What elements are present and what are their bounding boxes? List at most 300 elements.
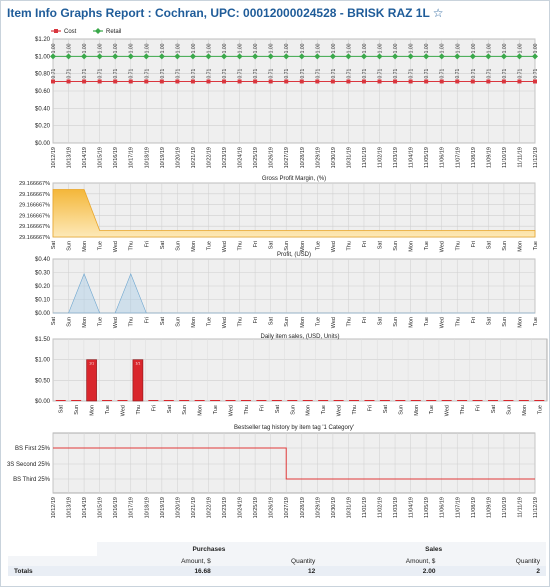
- data-label-retail: 1.00: [533, 43, 539, 54]
- y-tick-label: 3S Second 25%: [6, 462, 50, 468]
- data-point-cost: [517, 79, 521, 83]
- x-tick-label: 11/03/19: [393, 497, 400, 519]
- y-tick-label: 29.166667%: [19, 181, 50, 187]
- x-tick-label: Sat: [159, 317, 166, 326]
- x-tick-label: 10/12/19: [51, 497, 57, 519]
- data-point-cost: [253, 79, 257, 83]
- plot-area: [53, 433, 535, 493]
- sales-bar: [457, 400, 467, 401]
- x-tick-label: Wed: [330, 317, 337, 329]
- data-label-retail: 1.00: [377, 43, 384, 54]
- profit-chart: [1, 253, 550, 333]
- y-tick-label: $0.40: [34, 106, 50, 113]
- sales-bar: [241, 400, 251, 401]
- x-tick-label: Fri: [144, 317, 151, 324]
- data-label-cost: 0.71: [190, 68, 197, 79]
- x-tick-label: Tue: [537, 405, 544, 415]
- x-tick-label: Sat: [490, 405, 497, 414]
- data-label-cost: 0.71: [299, 68, 306, 79]
- x-tick-label: Tue: [533, 317, 539, 327]
- data-label-cost: 0.71: [222, 68, 229, 79]
- x-tick-label: 10/14/19: [82, 147, 89, 169]
- x-tick-label: Thu: [237, 317, 244, 327]
- sales-bar: [334, 400, 344, 401]
- x-tick-label: Tue: [206, 317, 213, 327]
- data-label-cost: 0.71: [517, 68, 524, 79]
- x-tick-label: 10/28/19: [299, 147, 306, 169]
- x-tick-label: Mon: [190, 241, 197, 252]
- x-tick-label: Mon: [299, 317, 306, 328]
- x-tick-label: Sat: [268, 241, 275, 250]
- data-label-cost: 0.71: [128, 68, 135, 79]
- chart-title: Daily item sales, (USD, Units): [260, 334, 340, 340]
- x-tick-label: Sat: [377, 317, 384, 326]
- y-tick-label: 29.166667%: [19, 213, 50, 220]
- x-tick-label: 10/28/19: [299, 497, 306, 519]
- x-tick-label: 11/12/19: [533, 147, 539, 169]
- x-tick-label: Thu: [346, 241, 353, 251]
- data-label-cost: 0.71: [253, 68, 260, 79]
- x-tick-label: 11/12/19: [533, 497, 539, 519]
- x-tick-label: 11/03/19: [393, 147, 400, 169]
- data-label-cost: 0.71: [206, 68, 213, 79]
- x-tick-label: Sun: [393, 241, 400, 251]
- x-tick-label: 11/06/19: [439, 147, 446, 169]
- x-tick-label: Wed: [439, 317, 446, 329]
- x-tick-label: 11/04/19: [408, 147, 415, 169]
- x-tick-label: 11/01/19: [361, 147, 368, 169]
- x-tick-label: Fri: [253, 241, 260, 248]
- x-tick-label: 10/16/19: [113, 147, 120, 169]
- data-point-cost: [533, 79, 537, 83]
- sales-bar: [148, 400, 158, 401]
- y-tick-label: $1.20: [34, 37, 50, 43]
- x-tick-label: 10/31/19: [346, 497, 353, 519]
- data-label-retail: 1.00: [159, 43, 166, 54]
- data-label-cost: 0.71: [237, 68, 244, 79]
- x-tick-label: Fri: [361, 241, 368, 248]
- data-label-retail: 1.00: [222, 43, 229, 54]
- y-tick-label: $0.80: [34, 71, 50, 78]
- y-tick-label: $1.00: [34, 54, 50, 61]
- data-label-retail: 1.00: [113, 43, 120, 54]
- y-tick-label: BS First 25%: [14, 446, 50, 452]
- x-tick-label: Tue: [429, 405, 436, 415]
- x-tick-label: Wed: [330, 241, 337, 253]
- sales-bar: [210, 400, 220, 401]
- x-tick-label: 11/10/19: [501, 146, 508, 169]
- sales-bar: [117, 400, 127, 401]
- data-label-cost: 0.71: [455, 68, 462, 79]
- x-tick-label: Sun: [284, 241, 291, 251]
- data-point-cost: [98, 79, 102, 83]
- sales-bar: [411, 400, 421, 401]
- x-tick-label: Mon: [305, 405, 312, 416]
- data-label-cost: 0.71: [408, 68, 415, 79]
- x-tick-label: Tue: [321, 405, 328, 415]
- y-tick-label: $0.10: [34, 297, 50, 304]
- x-tick-label: Mon: [197, 405, 204, 416]
- x-tick-label: 10/23/19: [222, 147, 229, 169]
- sales-bar: [364, 400, 374, 401]
- data-point-cost: [191, 79, 195, 83]
- data-point-cost: [129, 79, 133, 83]
- x-tick-label: Wed: [444, 405, 451, 417]
- data-label-retail: 1.00: [346, 43, 353, 54]
- data-label-retail: 1.00: [128, 43, 135, 54]
- data-point-cost: [331, 79, 335, 83]
- x-tick-label: Tue: [213, 405, 220, 415]
- x-tick-label: Thu: [243, 405, 250, 415]
- x-tick-label: 11/09/19: [486, 147, 493, 169]
- x-tick-label: Sat: [274, 405, 281, 414]
- data-point-cost: [222, 79, 226, 83]
- sales-bar: [519, 400, 529, 401]
- x-tick-label: Fri: [367, 405, 374, 412]
- y-tick-label: $0.00: [34, 311, 50, 317]
- x-tick-label: Tue: [97, 241, 104, 251]
- data-label-cost: 0.71: [175, 68, 182, 79]
- data-point-cost: [160, 79, 164, 83]
- sales-bar: [534, 400, 544, 401]
- sales-bar: [272, 400, 282, 401]
- sales-bar: [318, 400, 328, 401]
- y-tick-label: 29.166667%: [19, 224, 50, 231]
- data-label-cost: 0.71: [470, 68, 477, 79]
- x-tick-label: Thu: [455, 241, 462, 251]
- data-label-cost: 0.71: [377, 68, 384, 79]
- x-tick-label: Thu: [237, 241, 244, 251]
- totals-label: Totals: [8, 566, 97, 576]
- x-tick-label: Fri: [361, 317, 368, 324]
- x-tick-label: Sat: [51, 241, 57, 250]
- legend-label: Retail: [106, 29, 122, 35]
- sales-quantity-header: Quantity: [441, 556, 546, 566]
- totals-row: [8, 566, 546, 576]
- sales-bar: [164, 400, 174, 401]
- data-label-retail: 1.00: [455, 43, 462, 54]
- data-label-cost: 0.71: [533, 68, 539, 79]
- x-tick-label: 11/02/19: [377, 147, 384, 169]
- data-point-cost: [113, 79, 117, 83]
- data-label-retail: 1.00: [517, 43, 524, 54]
- x-tick-label: 10/21/19: [190, 497, 197, 519]
- sales-bar: [287, 400, 297, 401]
- sales-bar: [380, 400, 390, 401]
- data-point-cost: [206, 79, 210, 83]
- purchases-amount: 16.68: [97, 566, 217, 576]
- y-tick-label: $1.00: [34, 357, 50, 364]
- x-tick-label: Mon: [408, 317, 415, 328]
- x-tick-label: Mon: [82, 241, 89, 252]
- sales-bar: [488, 400, 498, 401]
- x-tick-label: 11/04/19: [408, 497, 415, 519]
- data-label-retail: 1.00: [299, 43, 306, 54]
- x-tick-label: Wed: [120, 405, 127, 417]
- data-label-retail: 1.00: [175, 43, 182, 54]
- data-point-cost: [82, 79, 86, 83]
- data-label-cost: 0.71: [486, 68, 493, 79]
- x-tick-label: Mon: [82, 317, 89, 328]
- totals-table: [8, 542, 546, 576]
- y-tick-label: $0.20: [34, 284, 50, 290]
- x-tick-label: 11/08/19: [470, 497, 477, 519]
- x-tick-label: Tue: [533, 241, 539, 251]
- legend-marker-cost: [54, 29, 58, 33]
- x-tick-label: Sun: [182, 405, 189, 415]
- data-label-cost: 0.71: [330, 68, 337, 79]
- x-tick-label: 10/22/19: [206, 497, 213, 519]
- data-label-retail: 1.00: [470, 43, 477, 54]
- data-label-cost: 0.71: [66, 68, 73, 79]
- data-label-retail: 1.00: [408, 43, 415, 54]
- sales-bar: [473, 400, 483, 401]
- data-label-retail: 1.00: [51, 43, 57, 54]
- y-tick-label: $0.60: [34, 89, 50, 95]
- data-label-cost: 0.71: [393, 68, 400, 79]
- x-tick-label: Fri: [259, 405, 266, 412]
- x-tick-label: Sat: [486, 241, 493, 250]
- sales-bar: [395, 400, 405, 401]
- x-tick-label: 10/13/19: [66, 147, 73, 169]
- x-tick-label: 10/23/19: [222, 497, 229, 519]
- x-tick-label: Fri: [470, 241, 477, 248]
- data-label-cost: 0.71: [144, 68, 151, 79]
- x-tick-label: Sun: [506, 405, 513, 415]
- y-tick-label: 29.166667%: [19, 235, 50, 241]
- y-tick-label: $0.20: [34, 123, 50, 130]
- data-label-cost: 0.71: [361, 68, 368, 79]
- x-tick-label: Fri: [151, 405, 158, 412]
- x-tick-label: 11/09/19: [486, 497, 493, 519]
- data-label-cost: 0.71: [315, 68, 322, 79]
- data-point-cost: [315, 79, 319, 83]
- x-tick-label: Sun: [290, 405, 297, 415]
- x-tick-label: Tue: [315, 241, 322, 251]
- x-tick-label: 10/26/19: [268, 497, 275, 519]
- y-tick-label: BS Third 25%: [13, 477, 50, 483]
- x-tick-label: Sun: [501, 240, 508, 251]
- plot-area: [53, 183, 535, 237]
- data-point-cost: [378, 79, 382, 83]
- data-label-retail: 1.00: [253, 43, 260, 54]
- data-point-cost: [471, 79, 475, 83]
- x-tick-label: 10/17/19: [128, 147, 135, 169]
- data-point-cost: [502, 79, 506, 83]
- sales-bar: [503, 400, 513, 401]
- data-label-retail: 1.00: [361, 43, 368, 54]
- bar-label: 1/1: [89, 361, 95, 366]
- legend-marker-retail: [95, 28, 101, 34]
- y-tick-label: $1.50: [34, 337, 50, 343]
- star-icon[interactable]: ☆: [432, 6, 444, 20]
- x-tick-label: Mon: [190, 317, 197, 328]
- sales-bar: [133, 360, 143, 401]
- data-point-cost: [346, 79, 350, 83]
- x-tick-label: 10/29/19: [315, 147, 322, 169]
- x-tick-label: Wed: [228, 405, 235, 417]
- data-label-retail: 1.00: [439, 43, 446, 54]
- x-tick-label: Tue: [424, 241, 431, 251]
- x-tick-label: Mon: [517, 241, 524, 252]
- x-tick-label: Mon: [408, 241, 415, 252]
- x-tick-label: Sun: [74, 405, 81, 415]
- data-label-cost: 0.71: [424, 68, 431, 79]
- chart-title: Bestseller tag history by item tag '1 Category': [233, 425, 355, 431]
- x-tick-label: 11/02/19: [377, 497, 384, 519]
- x-tick-label: Fri: [253, 317, 260, 324]
- x-tick-label: Thu: [352, 405, 359, 415]
- sales-bar: [102, 400, 112, 401]
- x-tick-label: Tue: [315, 317, 322, 327]
- purchases-amount-header: Amount, $: [97, 556, 217, 566]
- x-tick-label: Sun: [175, 317, 182, 327]
- chart-title: Profit, (USD): [276, 252, 312, 258]
- y-tick-label: $0.30: [34, 270, 50, 277]
- x-tick-label: 10/25/19: [253, 147, 260, 169]
- purchases-header: Purchases: [97, 542, 322, 556]
- data-label-retail: 1.00: [393, 43, 400, 54]
- data-label-retail: 1.00: [268, 43, 275, 54]
- x-tick-label: Wed: [113, 317, 120, 329]
- x-tick-label: 10/20/19: [175, 497, 182, 519]
- x-tick-label: 10/19/19: [159, 497, 166, 519]
- x-tick-label: 11/05/19: [424, 147, 431, 169]
- sales-bar: [256, 400, 266, 401]
- sales-bar: [226, 400, 236, 401]
- data-label-cost: 0.71: [501, 68, 508, 79]
- sales-quantity: 2: [441, 566, 546, 576]
- x-tick-label: Wed: [439, 241, 446, 253]
- x-tick-label: 10/17/19: [128, 497, 135, 519]
- x-tick-label: Thu: [460, 405, 467, 415]
- x-tick-label: 10/12/19: [51, 147, 57, 169]
- sales-amount: 2.00: [321, 566, 441, 576]
- x-tick-label: 10/31/19: [346, 147, 353, 169]
- x-tick-label: Sun: [398, 405, 405, 415]
- data-point-cost: [67, 79, 71, 83]
- sales-bar: [303, 400, 313, 401]
- sales-bar: [71, 400, 81, 401]
- purchases-quantity-header: Quantity: [217, 556, 322, 566]
- x-tick-label: 11/11/19: [517, 497, 524, 518]
- data-label-cost: 0.71: [346, 68, 353, 79]
- x-tick-label: 11/06/19: [439, 497, 446, 519]
- data-point-cost: [51, 79, 55, 83]
- bar-label: 1/1: [135, 361, 141, 366]
- data-label-cost: 0.71: [97, 68, 104, 79]
- page-title-text: Item Info Graphs Report : Cochran, UPC: 00012000024528 - BRISK RAZ 1L: [7, 6, 430, 20]
- data-label-retail: 1.00: [144, 43, 151, 54]
- x-tick-label: 10/14/19: [82, 497, 89, 519]
- x-tick-label: Mon: [299, 241, 306, 252]
- x-tick-label: Fri: [144, 241, 151, 248]
- data-label-retail: 1.00: [66, 43, 73, 54]
- x-tick-label: Wed: [222, 241, 229, 253]
- sales-bar: [349, 400, 359, 401]
- x-tick-label: 11/08/19: [470, 147, 477, 169]
- chart-title: Gross Profit Margin, (%): [261, 176, 327, 182]
- x-tick-label: Sun: [175, 241, 182, 251]
- x-tick-label: Sun: [284, 317, 291, 327]
- data-label-retail: 1.00: [486, 43, 493, 54]
- data-point-cost: [284, 79, 288, 83]
- x-tick-label: 10/30/19: [330, 497, 337, 519]
- x-tick-label: Sun: [66, 317, 73, 327]
- x-tick-label: 10/27/19: [284, 147, 291, 169]
- data-point-cost: [144, 79, 148, 83]
- data-label-retail: 1.00: [206, 43, 213, 54]
- y-tick-label: 29.166667%: [19, 191, 50, 198]
- sales-header: Sales: [321, 542, 546, 556]
- x-tick-label: 11/05/19: [424, 497, 431, 519]
- x-tick-label: Sat: [51, 317, 57, 326]
- data-point-cost: [486, 79, 490, 83]
- data-label-retail: 1.00: [237, 43, 244, 54]
- x-tick-label: 10/29/19: [315, 497, 322, 519]
- x-tick-label: Wed: [336, 405, 343, 417]
- x-tick-label: Sat: [486, 317, 493, 326]
- x-tick-label: 10/22/19: [206, 147, 213, 169]
- cost-retail-chart: [1, 23, 550, 173]
- x-tick-label: 11/11/19: [517, 147, 524, 168]
- data-point-cost: [424, 79, 428, 83]
- gross-profit-margin-chart: [1, 173, 550, 253]
- x-tick-label: Sun: [393, 317, 400, 327]
- x-tick-label: Sat: [268, 317, 275, 326]
- x-tick-label: 10/21/19: [190, 147, 197, 169]
- x-tick-label: 10/26/19: [268, 147, 275, 169]
- x-tick-label: Thu: [128, 241, 135, 251]
- x-tick-label: 10/27/19: [284, 497, 291, 519]
- data-point-cost: [362, 79, 366, 83]
- data-point-cost: [269, 79, 273, 83]
- x-tick-label: 10/25/19: [253, 497, 260, 519]
- data-label-retail: 1.00: [82, 43, 89, 54]
- data-label-cost: 0.71: [439, 68, 446, 79]
- data-label-retail: 1.00: [315, 43, 322, 54]
- x-tick-label: 10/24/19: [237, 497, 244, 519]
- y-tick-label: 29.166667%: [19, 202, 50, 209]
- data-label-cost: 0.71: [51, 68, 57, 79]
- x-tick-label: 11/07/19: [455, 147, 462, 169]
- x-tick-label: 10/15/19: [97, 497, 104, 519]
- data-point-cost: [409, 79, 413, 83]
- sales-bar: [87, 360, 97, 401]
- data-label-retail: 1.00: [330, 43, 337, 54]
- data-point-cost: [455, 79, 459, 83]
- data-point-cost: [238, 79, 242, 83]
- data-label-retail: 1.00: [190, 43, 197, 54]
- data-label-retail: 1.00: [284, 43, 291, 54]
- data-label-cost: 0.71: [284, 68, 291, 79]
- x-tick-label: Thu: [455, 317, 462, 327]
- data-label-retail: 1.00: [97, 43, 104, 54]
- x-tick-label: 10/20/19: [175, 147, 182, 169]
- data-point-cost: [393, 79, 397, 83]
- data-label-retail: 1.00: [501, 43, 508, 54]
- x-tick-label: 10/30/19: [330, 147, 337, 169]
- daily-item-sales-chart: [1, 333, 550, 418]
- x-tick-label: 10/19/19: [159, 147, 166, 169]
- x-tick-label: Mon: [89, 405, 96, 416]
- x-tick-label: 11/01/19: [361, 497, 368, 519]
- sales-bar: [426, 400, 436, 401]
- x-tick-label: Fri: [475, 405, 482, 412]
- x-tick-label: Tue: [206, 241, 213, 251]
- x-tick-label: Wed: [222, 317, 229, 329]
- bestseller-tag-chart: [1, 421, 550, 537]
